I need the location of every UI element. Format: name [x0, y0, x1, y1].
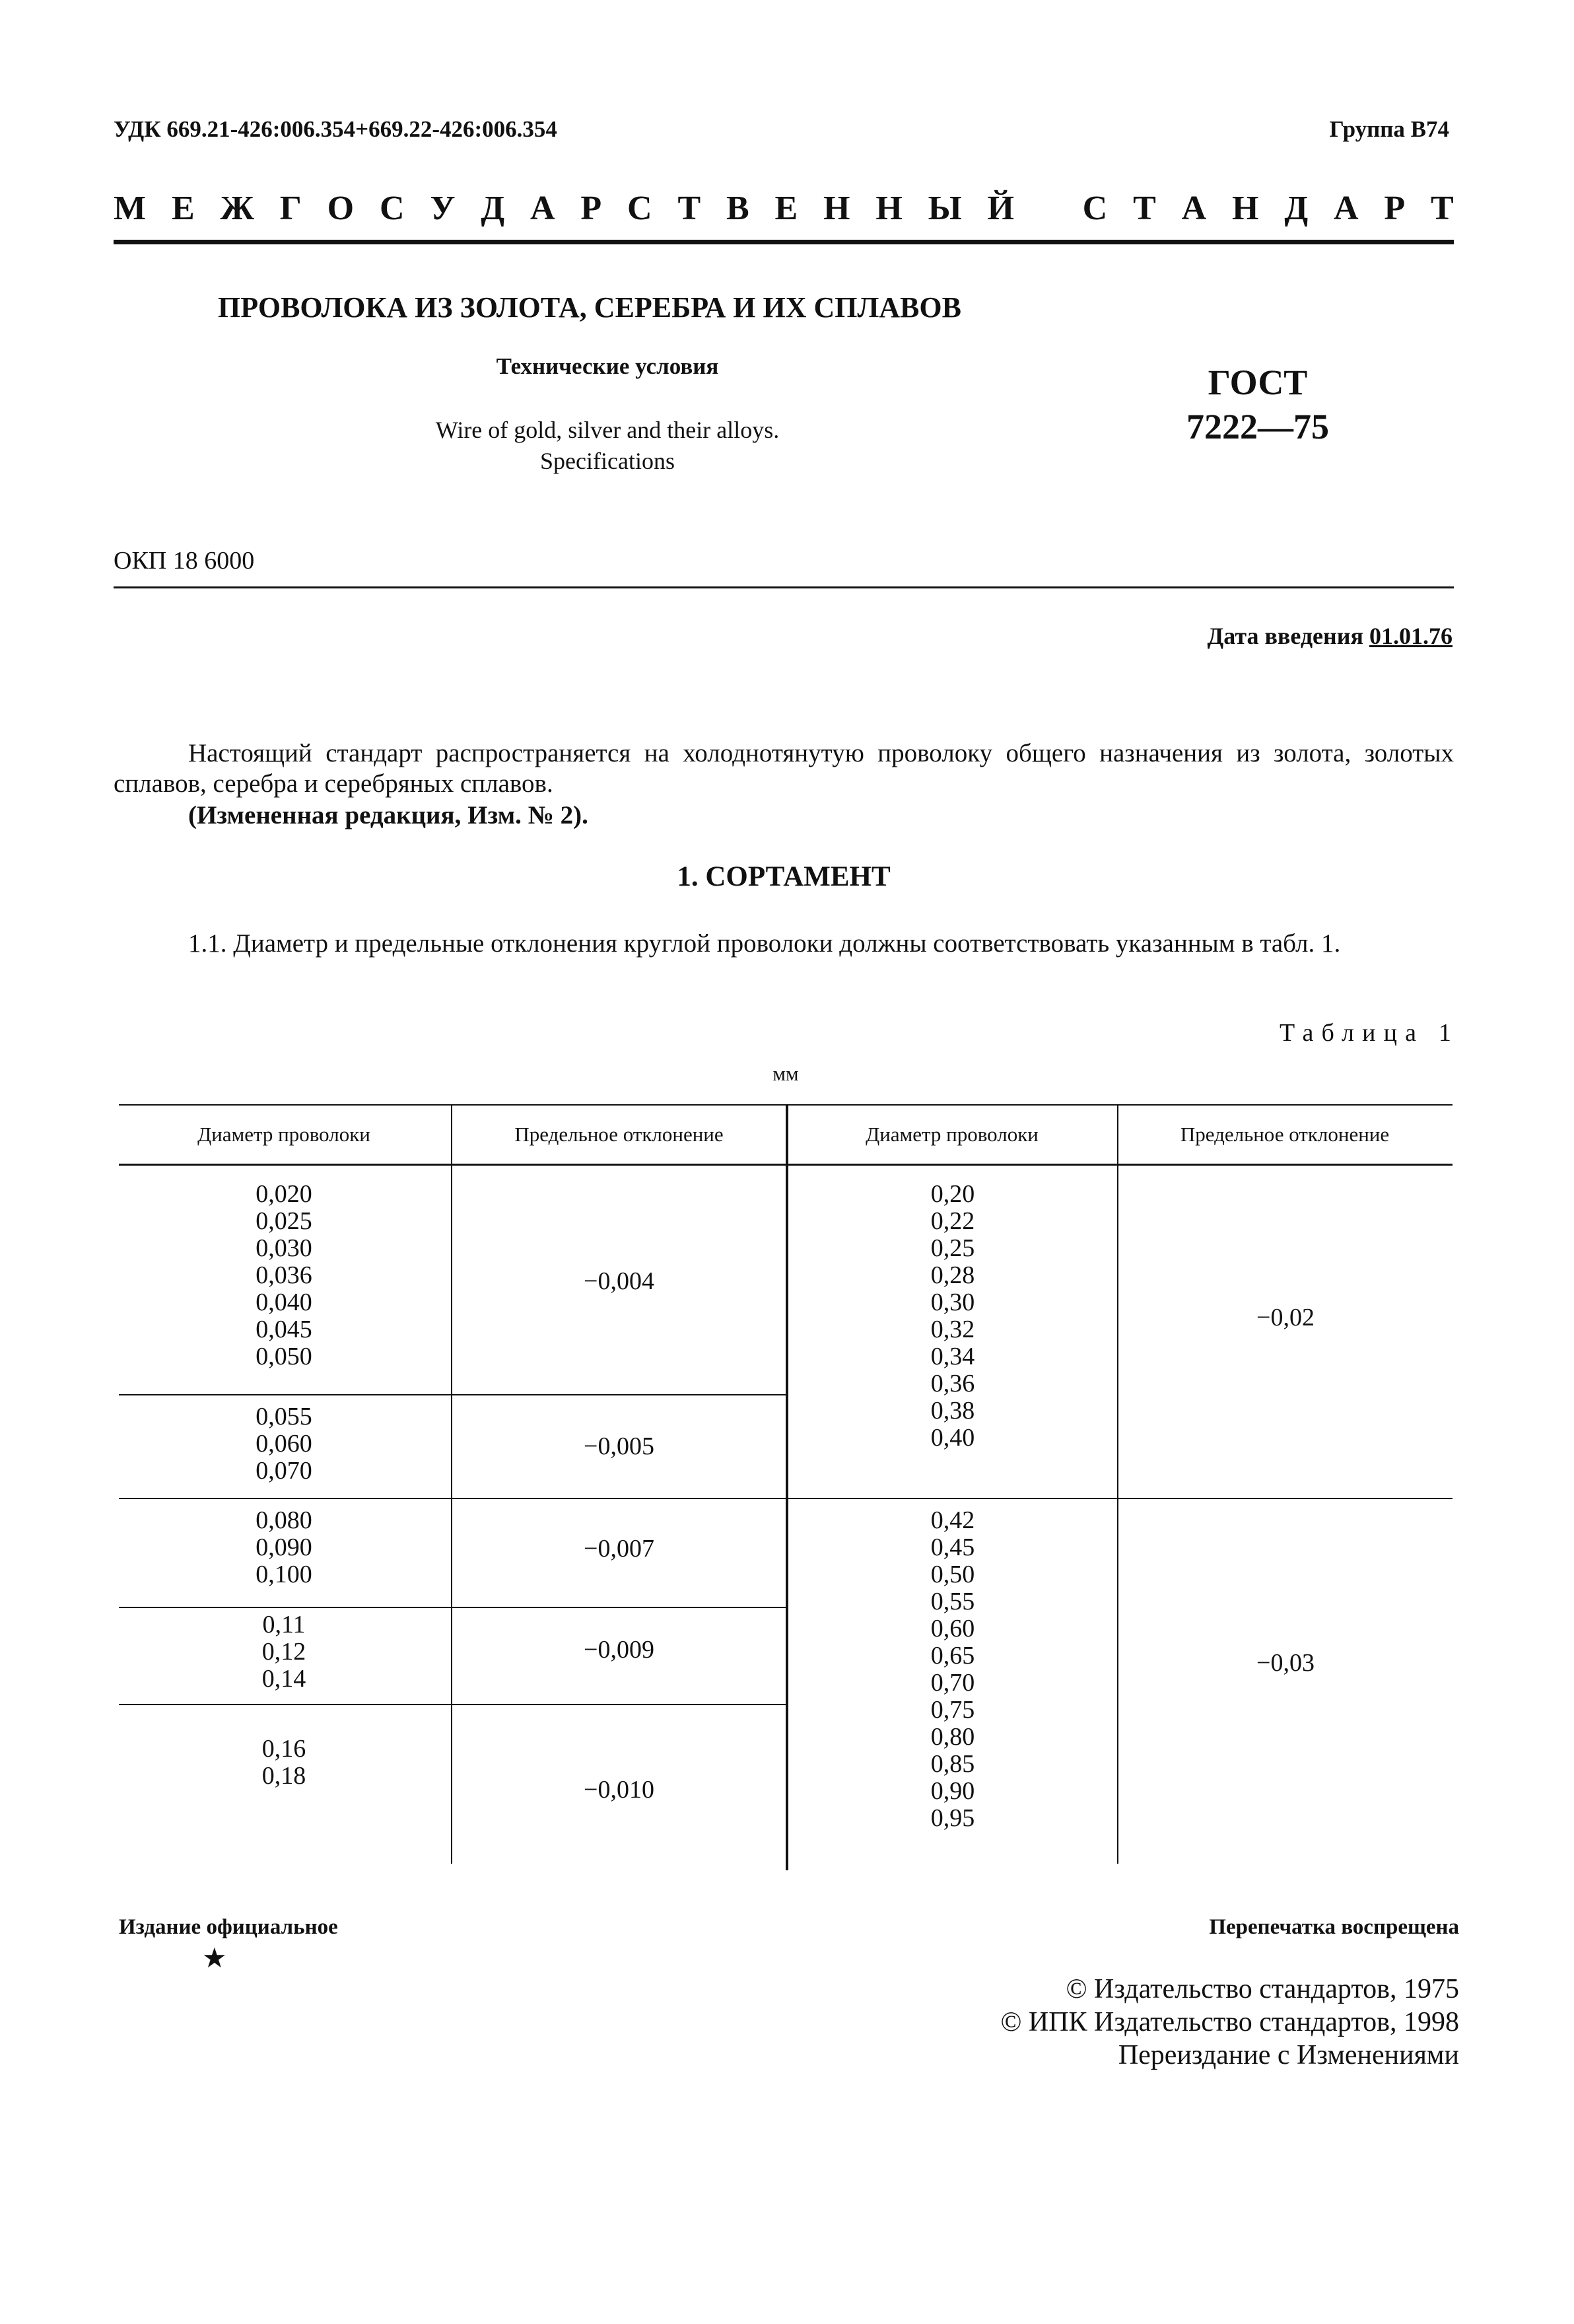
banner-letter: С	[379, 190, 405, 227]
amendment-note: (Измененная редакция, Изм. № 2).	[188, 801, 588, 829]
diameter-value: 0,040	[256, 1288, 312, 1316]
header-deviation-left: Предельное отклонение	[514, 1123, 724, 1146]
table-vline-1	[451, 1104, 452, 1864]
banner-letter: А	[530, 190, 555, 227]
diameter-value: 0,28	[930, 1261, 975, 1289]
right-deviation-value: −0,02	[1256, 1304, 1315, 1331]
diameter-value: 0,85	[930, 1750, 975, 1778]
diameter-value: 0,030	[256, 1234, 312, 1262]
banner-letter: Й	[987, 190, 1014, 227]
clause-1-1: 1.1. Диаметр и предельные отклонения круглой проволоки должны соответствовать указанным в табл. 1.	[188, 929, 1341, 958]
banner-letter: Н	[875, 190, 903, 227]
diameter-value: 0,30	[930, 1288, 975, 1316]
diameter-value: 0,060	[256, 1430, 312, 1458]
document-subtitle: Технические условия	[496, 353, 719, 379]
diameter-value: 0,75	[930, 1696, 975, 1724]
diameter-value: 0,020	[256, 1180, 312, 1208]
left-deviation-value: −0,004	[584, 1267, 654, 1295]
okp-rule	[114, 586, 1454, 588]
banner-letter: М	[114, 190, 147, 227]
diameter-value: 0,025	[256, 1207, 312, 1235]
diameter-value: 0,14	[261, 1665, 306, 1693]
left-diameter-group	[119, 1507, 449, 1588]
diameter-value: 0,25	[930, 1234, 975, 1262]
diameter-value: 0,50	[930, 1561, 975, 1588]
diameter-value: 0,80	[930, 1723, 975, 1751]
left-diameter-group	[119, 1736, 449, 1790]
banner-letter: Ж	[220, 190, 254, 227]
banner-letter: Н	[823, 190, 850, 227]
gost-label: ГОСТ	[1208, 363, 1308, 402]
left-deviation-value: −0,007	[584, 1535, 654, 1563]
table-unit: мм	[772, 1062, 799, 1085]
divider-left-1	[119, 1394, 787, 1395]
intro-date-value: 01.01.76	[1369, 623, 1453, 649]
banner-letter: Т	[677, 190, 701, 227]
gost-number: 7222—75	[1186, 407, 1329, 446]
header-rule	[114, 240, 1454, 244]
banner-letter: Т	[1133, 190, 1156, 227]
star-icon: ★	[202, 1944, 227, 1974]
banner-letter: Т	[1430, 190, 1454, 227]
reprint-prohibited: Перепечатка воспрещена	[1209, 1915, 1459, 1939]
diameter-value: 0,36	[930, 1370, 975, 1397]
banner-letter: Е	[774, 190, 798, 227]
diameter-value: 0,65	[930, 1642, 975, 1670]
copyright-1998: © ИПК Издательство стандартов, 1998	[1000, 2007, 1459, 2037]
banner-letter: У	[430, 190, 456, 227]
diameter-value: 0,20	[930, 1180, 975, 1208]
banner-letter: Е	[171, 190, 195, 227]
banner-letter	[1040, 189, 1057, 228]
diameter-value: 0,45	[930, 1533, 975, 1561]
diameter-value: 0,40	[930, 1424, 975, 1452]
title-english: Wire of gold, silver and their alloys.	[435, 417, 780, 443]
right-diameter-group	[788, 1181, 1117, 1452]
banner-letter: С	[1082, 190, 1108, 227]
banner-letter: О	[327, 190, 355, 227]
right-diameter-group	[788, 1507, 1117, 1832]
diameter-value: 0,090	[256, 1533, 312, 1561]
banner-letter: Г	[279, 190, 302, 227]
official-edition: Издание официальное	[119, 1915, 338, 1939]
left-deviation-value: −0,010	[584, 1776, 654, 1804]
banner-letter: Д	[1284, 190, 1309, 227]
diameter-value: 0,070	[256, 1457, 312, 1485]
section-heading: 1. СОРТАМЕНТ	[677, 861, 891, 892]
standard-banner	[114, 189, 1454, 228]
diameter-value: 0,95	[930, 1804, 975, 1832]
banner-text	[114, 189, 1454, 228]
diameter-value: 0,11	[262, 1611, 306, 1638]
divider-left-3	[119, 1704, 787, 1705]
divider-full	[119, 1498, 1453, 1499]
diameter-value: 0,32	[930, 1316, 975, 1343]
diameter-value: 0,050	[256, 1343, 312, 1370]
banner-letter: В	[726, 190, 749, 227]
diameter-value: 0,12	[261, 1638, 306, 1666]
table-caption: Таблица 1	[1280, 1019, 1459, 1047]
document-title: ПРОВОЛОКА ИЗ ЗОЛОТА, СЕРЕБРА И ИХ СПЛАВОВ	[218, 291, 961, 324]
diameter-value: 0,16	[261, 1735, 306, 1763]
diameter-value: 0,055	[256, 1403, 312, 1430]
diameter-value: 0,55	[930, 1588, 975, 1615]
banner-letter: А	[1181, 190, 1207, 227]
scope-paragraph: Настоящий стандарт распространяется на холоднотянутую проволоку общего назначения из золота, золотых сплавов, серебра и серебряных сплавов.	[114, 739, 1454, 798]
divider-left-2	[119, 1607, 787, 1608]
header-diameter-right: Диаметр проволоки	[866, 1123, 1039, 1146]
copyright-1975: © Издательство стандартов, 1975	[1066, 1974, 1459, 2004]
subtitle-english: Specifications	[540, 448, 675, 474]
header-diameter-left: Диаметр проволоки	[197, 1123, 370, 1146]
diameter-value: 0,22	[930, 1207, 975, 1235]
left-deviation-value: −0,005	[584, 1432, 654, 1460]
banner-letter: Р	[1384, 190, 1406, 227]
banner-letter: Ы	[928, 190, 962, 227]
group-code: Группа В74	[1329, 116, 1449, 142]
banner-letter: С	[627, 190, 652, 227]
diameter-value: 0,34	[930, 1343, 975, 1370]
diameter-value: 0,90	[930, 1777, 975, 1805]
left-diameter-group	[119, 1181, 449, 1370]
diameter-value: 0,42	[930, 1506, 975, 1534]
diameter-value: 0,080	[256, 1506, 312, 1534]
diameter-value: 0,60	[930, 1615, 975, 1642]
diameter-value: 0,38	[930, 1397, 975, 1425]
banner-letter: А	[1333, 190, 1359, 227]
diameter-value: 0,100	[256, 1561, 312, 1588]
reissue-note: Переиздание с Изменениями	[1118, 2040, 1459, 2070]
udk-code: УДК 669.21-426:006.354+669.22-426:006.354	[114, 116, 557, 142]
okp-code: ОКП 18 6000	[114, 547, 255, 575]
left-deviation-value: −0,009	[584, 1636, 654, 1664]
diameter-value: 0,045	[256, 1316, 312, 1343]
banner-letter: Н	[1232, 190, 1259, 227]
banner-letter: Р	[580, 190, 602, 227]
left-diameter-group	[119, 1611, 449, 1693]
right-deviation-value: −0,03	[1256, 1649, 1315, 1677]
diameter-value: 0,70	[930, 1669, 975, 1697]
diameter-value: 0,18	[261, 1762, 306, 1790]
header-deviation-right: Предельное отклонение	[1180, 1123, 1390, 1146]
diameter-value: 0,036	[256, 1261, 312, 1289]
intro-date	[990, 622, 1453, 650]
intro-date-label: Дата введения	[1207, 623, 1363, 649]
banner-letter: Д	[481, 190, 505, 227]
left-diameter-group	[119, 1403, 449, 1485]
table-vline-3	[1117, 1104, 1118, 1864]
